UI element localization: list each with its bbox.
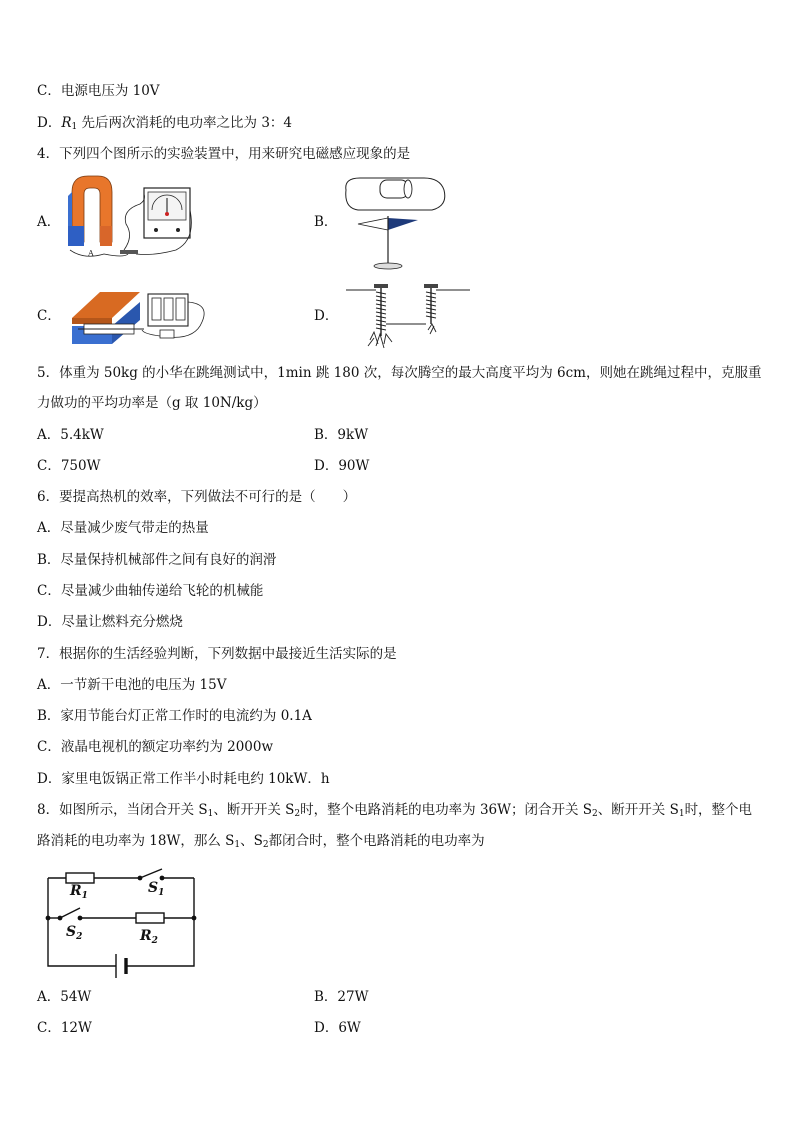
q4-label-b: B． (314, 214, 338, 230)
q5-option-b: B．9kW (314, 427, 369, 443)
q4-label-d: D． (314, 308, 339, 324)
q8-option-b: B．27W (314, 989, 369, 1005)
q7-option-a: A．一节新干电池的电压为 15V (37, 677, 227, 693)
q5-stem-line2: 力做功的平均功率是（g 取 10N/kg） (37, 395, 267, 411)
q3-option-c: C．电源电压为 10V (37, 83, 160, 99)
q4-label-a: A． (37, 214, 61, 230)
q8-text-4: 、断开开关 S (597, 802, 679, 818)
q8-text-8: 都闭合时，整个电路消耗的电功率为 (268, 833, 485, 849)
q7-option-d: D．家里电饭锅正常工作半小时耗电约 10kW．h (37, 771, 330, 787)
q8-stem-line1 (37, 801, 752, 823)
q8-text-6: 路消耗的电功率为 18W，那么 S (37, 833, 235, 849)
figure-d-electromagnets (340, 280, 474, 356)
q6-stem: 6．要提高热机的效率，下列做法不可行的是（ ） (37, 489, 357, 505)
q5-option-a: A．5.4kW (37, 427, 104, 443)
s2-subscript: 2 (294, 809, 301, 819)
q3-option-d-label: D． (37, 115, 62, 131)
s1-subscript: 1 (234, 840, 241, 850)
q6-option-b: B．尽量保持机械部件之间有良好的润滑 (37, 552, 277, 568)
figure-b-compass-needle (340, 172, 450, 272)
q4-label-c: C． (37, 308, 61, 324)
q8-option-a: A．54W (37, 989, 92, 1005)
circuit-label-r1: $R_1$ (70, 883, 88, 901)
s2-subscript: 2 (592, 809, 598, 819)
s1-subscript: 1 (678, 809, 685, 819)
r1-subscript: 1 (71, 122, 78, 132)
circuit-diagram (40, 866, 200, 978)
figure-a-magnet-galvanometer (64, 170, 196, 262)
q7-option-b: B．家用节能台灯正常工作时的电流约为 0.1A (37, 708, 312, 724)
svg-text:A: A (88, 249, 94, 258)
q4-stem: 4．下列四个图所示的实验装置中，用来研究电磁感应现象的是 (37, 146, 411, 162)
q6-option-c: C．尽量减少曲轴传递给飞轮的机械能 (37, 583, 264, 599)
q8-text-5: 时，整个电 (684, 802, 753, 818)
q8-text-1: 8．如图所示，当闭合开关 S (37, 802, 208, 818)
q3-option-d (37, 114, 292, 136)
q6-option-a: A．尽量减少废气带走的热量 (37, 520, 209, 536)
circuit-label-s1: $S_1$ (148, 880, 165, 898)
q8-option-c: C．12W (37, 1020, 92, 1036)
q8-option-d: D．6W (314, 1020, 361, 1036)
s1-subscript: 1 (207, 809, 214, 819)
q7-option-c: C．液晶电视机的额定功率约为 2000w (37, 739, 274, 755)
figure-c-magnet-coil (64, 282, 214, 352)
s2-subscript: 2 (262, 840, 269, 850)
q8-text-2: 、断开开关 S (213, 802, 295, 818)
r1-symbol: R (61, 115, 72, 131)
q8-stem-line2 (37, 832, 485, 854)
q5-option-c: C．750W (37, 458, 101, 474)
q7-stem: 7．根据你的生活经验判断，下列数据中最接近生活实际的是 (37, 646, 397, 662)
circuit-label-r2: $R_2$ (140, 928, 158, 946)
q8-text-3: 时，整个电路消耗的电功率为 36W；闭合开关 S (300, 802, 593, 818)
q8-text-7: 、S (240, 833, 263, 849)
q6-option-d: D．尽量让燃料充分燃烧 (37, 614, 183, 630)
q5-stem-line1: 5．体重为 50kg 的小华在跳绳测试中，1min 跳 180 次，每次腾空的最大高度平均为 6cm，则她在跳绳过程中，克服重 (37, 365, 762, 381)
circuit-label-s2: $S_2$ (66, 924, 83, 942)
q3-option-d-text: 先后两次消耗的电功率之比为 3：4 (77, 115, 292, 131)
q5-option-d: D．90W (314, 458, 370, 474)
